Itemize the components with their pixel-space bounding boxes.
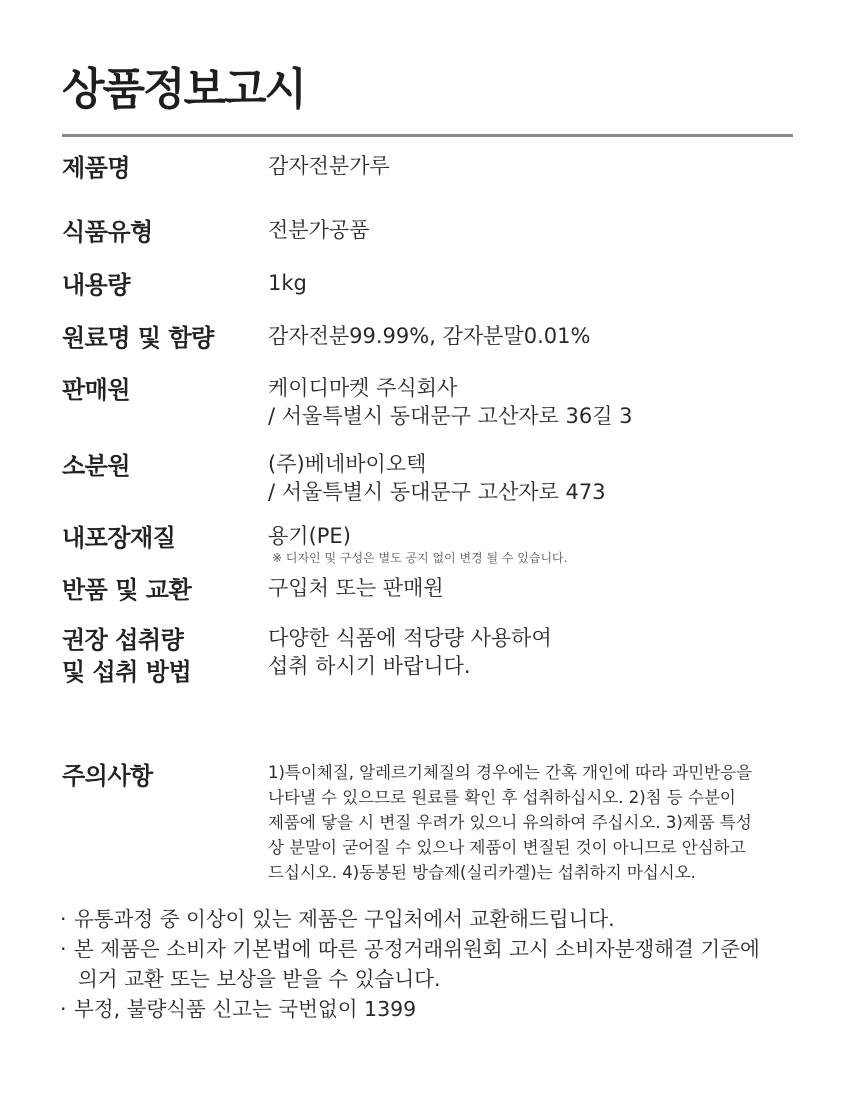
title-divider: [62, 134, 793, 137]
row-label-line: 권장 섭취량: [62, 626, 184, 654]
notice-text: 부정, 불량식품 신고는 국번없이 1399: [74, 997, 417, 1021]
row-value-line: 전분가공품: [268, 218, 370, 242]
caution-line: 드십시오. 4)동봉된 방습제(실리카겔)는 섭취하지 마십시오.: [268, 863, 696, 882]
row-value-line: 감자전분99.99%, 감자분말0.01%: [268, 324, 591, 348]
notice-text: 유통과정 중 이상이 있는 제품은 구입처에서 교환해드립니다.: [74, 907, 615, 931]
row-label: 원료명 및 함량: [62, 324, 214, 352]
row-label: 내용량: [62, 271, 131, 299]
row-value: [268, 574, 444, 602]
notice-item: [60, 994, 820, 1024]
row-value: [268, 522, 567, 566]
caution-text: [268, 760, 808, 885]
row-value-line: 케이디마켓 주식회사: [268, 376, 458, 400]
row-value: [268, 216, 369, 244]
notice-item: [60, 904, 820, 934]
notice-text-continued: 의거 교환 또는 보상을 받을 수 있습니다.: [78, 967, 441, 991]
row-label: 반품 및 교환: [62, 576, 192, 604]
row-value: [268, 152, 390, 180]
row-value: [268, 374, 633, 430]
row-label: 내포장재질: [62, 524, 176, 552]
row-value: [268, 269, 307, 297]
page-title: 상품정보고시: [62, 64, 306, 115]
caution-line: 제품에 닿을 시 변질 우려가 있으니 유의하여 주십시오. 3)제품 특성: [268, 813, 752, 832]
row-value-line: (주)베네바이오텍: [268, 452, 427, 476]
caution-line: 1)특이체질, 알레르기체질의 경우에는 간혹 개인에 따라 과민반응을: [268, 763, 753, 782]
row-value: [268, 624, 552, 680]
caution-line: 나타낼 수 있으므로 원료를 확인 후 섭취하십시오. 2)침 등 수분이: [268, 788, 736, 807]
row-value-line: 구입처 또는 판매원: [268, 576, 444, 600]
row-value-line: 감자전분가루: [268, 154, 390, 178]
notice-item: [60, 934, 820, 994]
row-value-line: 1kg: [268, 271, 307, 295]
row-label: [62, 624, 191, 688]
bullet-mark: ·: [60, 997, 67, 1021]
row-label: 식품유형: [62, 218, 153, 246]
bullet-mark: ·: [60, 907, 67, 931]
row-value-line: 섭취 하시기 바랍니다.: [268, 654, 471, 678]
packaging-note: ※ 디자인 및 구성은 별도 공지 없이 변경 될 수 있습니다.: [272, 551, 568, 565]
row-label: 판매원: [62, 376, 131, 404]
caution-line: 상 분말이 굳어질 수 있으나 제품이 변질된 것이 아니므로 안심하고: [268, 838, 746, 857]
row-value: [268, 450, 606, 506]
row-value-line: / 서울특별시 동대문구 고산자로 36길 3: [268, 404, 633, 428]
row-value-line: / 서울특별시 동대문구 고산자로 473: [268, 480, 606, 504]
row-label-line: 및 섭취 방법: [62, 658, 192, 686]
row-value: [268, 322, 590, 350]
row-label: 소분원: [62, 452, 131, 480]
row-label: 제품명: [62, 154, 131, 182]
notice-list: [60, 904, 820, 1024]
caution-label: 주의사항: [62, 762, 153, 790]
bullet-mark: ·: [60, 937, 67, 961]
row-value-line: 다양한 식품에 적당량 사용하여: [268, 626, 552, 650]
row-value-line: 용기(PE): [268, 524, 351, 548]
notice-text: 본 제품은 소비자 기본법에 따른 공정거래위원회 고시 소비자분쟁해결 기준에: [74, 937, 760, 961]
